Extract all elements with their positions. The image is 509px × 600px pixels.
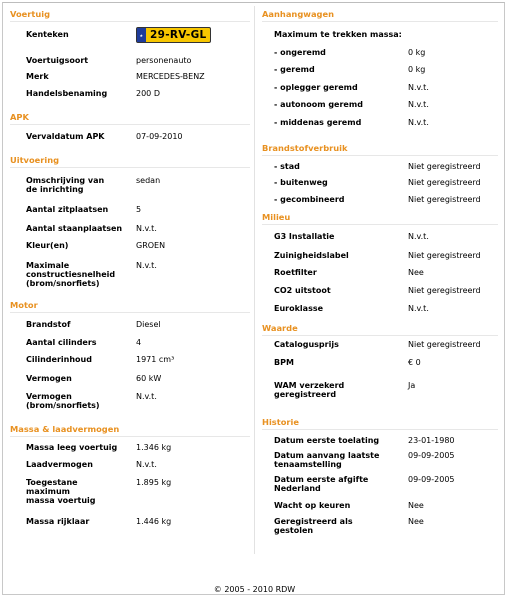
field-value: Niet geregistreerd [408,162,481,171]
field-row-buitenweg [262,178,481,187]
field-label: Zuinigheidslabel [274,251,349,260]
field-label: Omschrijving van de inrichting [26,176,105,194]
field-value: Niet geregistreerd [408,178,481,187]
field-label: - ongeremd [274,48,326,57]
field-row-bpm [262,358,421,367]
field-label: Aantal cilinders [26,338,97,347]
field-value: 09-09-2005 [408,451,455,460]
field-row-catalogusprijs [262,340,481,349]
section-title-uitvoering: Uitvoering [10,155,250,168]
field-row-vervaldatum-apk [10,132,183,141]
section-title-massa-laadvermogen: Massa & laadvermogen [10,424,250,437]
field-value: Nee [408,517,424,526]
field-row-aantal-staanplaatsen [10,224,157,233]
field-row-datum-eerste-afgifte-nederland [262,475,455,493]
field-value: Nee [408,501,424,510]
field-row-omschrijving-van-de-inrichting [10,176,160,194]
section-title-milieu: Milieu [262,212,498,225]
field-value: Ja [408,381,416,390]
field-row-wacht-op-keuren [262,501,424,510]
field-value: 1971 cm³ [136,355,175,364]
field-value: N.v.t. [136,392,157,401]
field-value: 09-09-2005 [408,475,455,484]
field-value: Diesel [136,320,161,329]
field-label: Kenteken [26,30,69,39]
field-row-maximale-constructiesnelheid-brom-snorfiets [10,261,157,288]
field-label: Massa leeg voertuig [26,443,118,452]
eu-flag-icon: ★ [137,28,146,42]
field-value: 0 kg [408,65,426,74]
section-title-brandstofverbruik: Brandstofverbruik [262,143,498,156]
field-label: - geremd [274,65,315,74]
field-row-aantal-zitplaatsen [10,205,141,214]
field-label: Cilinderinhoud [26,355,92,364]
section-title-voertuig: Voertuig [10,9,250,22]
section-title-motor: Motor [10,300,250,313]
footer-copyright: © 2005 - 2010 RDW [213,585,296,594]
field-row-oplegger-geremd [262,83,429,92]
field-row-toegestane-maximum-massa-voertuig [10,478,171,505]
field-value: personenauto [136,56,192,65]
field-label: G3 Installatie [274,232,335,241]
field-label: Geregistreerd als gestolen [274,517,353,535]
field-row-brandstof [10,320,161,329]
field-row-middenas-geremd [262,118,429,127]
field-row-stad [262,162,481,171]
field-value: 1.895 kg [136,478,172,487]
field-label: BPM [274,358,294,367]
field-value: GROEN [136,241,166,250]
field-value [136,27,211,43]
field-label: Vermogen [26,374,72,383]
field-row-aantal-cilinders [10,338,141,347]
field-row-merk [10,72,205,81]
field-label: Laadvermogen [26,460,93,469]
field-value: 1.346 kg [136,443,172,452]
field-label: Maximale constructiesnelheid (brom/snorfiets) [26,261,116,288]
field-row-roetfilter [262,268,424,277]
field-row-datum-aanvang-laatste-tenaamstelling [262,451,455,469]
field-label: Euroklasse [274,304,324,313]
field-label: - autonoom geremd [274,100,363,109]
field-row-g3-installatie [262,232,429,241]
field-row-voertuigsoort [10,56,191,65]
field-label: Roetfilter [274,268,317,277]
field-label: Kleur(en) [26,241,69,250]
field-label: Brandstof [26,320,71,329]
field-row-gecombineerd [262,195,481,204]
field-value: N.v.t. [136,224,157,233]
column-divider [254,6,255,554]
field-label: Vervaldatum APK [26,132,105,141]
field-row-vermogen-brom-snorfiets [10,392,157,410]
field-label: Maximum te trekken massa: [274,30,402,39]
field-value: Niet geregistreerd [408,286,481,295]
field-row-cilinderinhoud [10,355,174,364]
field-label: - stad [274,162,300,171]
section-title-waarde: Waarde [262,323,498,336]
field-row-vermogen [10,374,161,383]
field-label: - buitenweg [274,178,328,187]
field-row-handelsbenaming [10,89,160,98]
field-value: 07-09-2010 [136,132,183,141]
field-value: N.v.t. [136,460,157,469]
field-label: Wacht op keuren [274,501,351,510]
field-row-kleur-en [10,241,165,250]
field-value: Niet geregistreerd [408,195,481,204]
field-label: Toegestane maximum massa voertuig [26,478,96,505]
field-value: 200 D [136,89,160,98]
field-row-massa-leeg-voertuig [10,443,171,452]
field-label: WAM verzekerd geregistreerd [274,381,345,399]
field-row-zuinigheidslabel [262,251,481,260]
field-row-wam-verzekerd-geregistreerd [262,381,415,399]
section-title-apk: APK [10,112,250,125]
field-value: € 0 [408,358,421,367]
field-value: 4 [136,338,142,347]
field-label: - middenas geremd [274,118,362,127]
field-label: Aantal staanplaatsen [26,224,123,233]
field-value: Nee [408,268,424,277]
field-row-laadvermogen [10,460,157,469]
section-title-historie: Historie [262,417,498,430]
field-label: Catalogusprijs [274,340,339,349]
section-title-aanhangwagen: Aanhangwagen [262,9,498,22]
field-value: MERCEDES-BENZ [136,72,205,81]
field-row-maximum-te-trekken-massa [262,30,474,39]
field-label: Aantal zitplaatsen [26,205,109,214]
field-value: N.v.t. [136,261,157,270]
field-row-datum-eerste-toelating [262,436,455,445]
field-value: N.v.t. [408,304,429,313]
plate-number: 29-RV-GL [150,28,207,41]
field-row-kenteken [10,30,211,43]
field-value: Niet geregistreerd [408,251,481,260]
field-row-geremd [262,65,425,74]
field-label: - gecombineerd [274,195,345,204]
field-value: N.v.t. [408,118,429,127]
field-row-euroklasse [262,304,429,313]
field-label: Massa rijklaar [26,517,90,526]
field-value: Niet geregistreerd [408,340,481,349]
field-label: Merk [26,72,49,81]
field-row-ongeremd [262,48,425,57]
field-value: 1.446 kg [136,517,172,526]
field-value: 60 kW [136,374,162,383]
field-label: Datum aanvang laatste tenaamstelling [274,451,380,469]
field-value: 5 [136,205,142,214]
field-label: Vermogen (brom/snorfiets) [26,392,100,410]
field-label: - oplegger geremd [274,83,358,92]
field-value: 0 kg [408,48,426,57]
field-label: Handelsbenaming [26,89,108,98]
field-row-massa-rijklaar [10,517,171,526]
field-value: 23-01-1980 [408,436,455,445]
field-row-geregistreerd-als-gestolen [262,517,424,535]
license-plate [136,27,211,43]
field-label: CO2 uitstoot [274,286,331,295]
field-value: N.v.t. [408,100,429,109]
field-value: N.v.t. [408,83,429,92]
field-label: Voertuigsoort [26,56,89,65]
field-label: Datum eerste toelating [274,436,380,445]
field-row-autonoom-geremd [262,100,429,109]
field-row-co2-uitstoot [262,286,481,295]
field-value: sedan [136,176,161,185]
field-label: Datum eerste afgifte Nederland [274,475,369,493]
field-value: N.v.t. [408,232,429,241]
